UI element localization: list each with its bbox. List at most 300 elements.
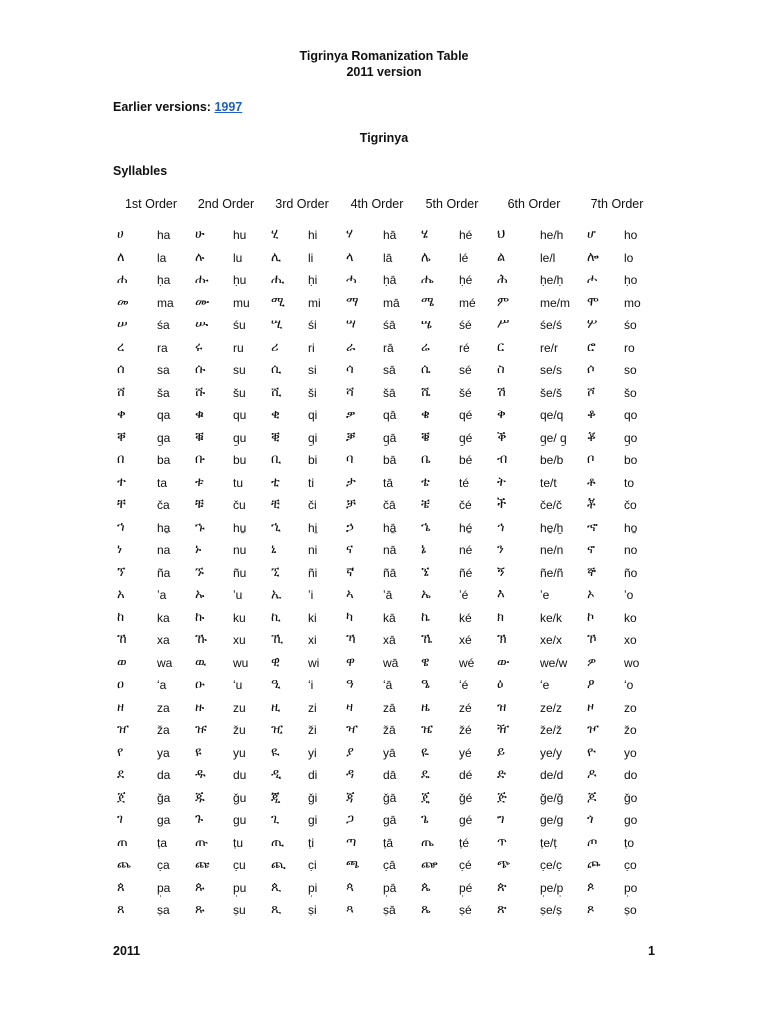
romanization: ni xyxy=(308,543,318,557)
romanization: di xyxy=(308,768,318,782)
romanization: ḥu xyxy=(233,273,247,287)
table-row xyxy=(0,338,768,360)
ethiopic-syllable: ሉ xyxy=(195,249,205,265)
romanization: re/r xyxy=(540,340,558,355)
romanization: ra xyxy=(157,340,168,355)
romanization: mu xyxy=(233,295,250,310)
romanization: ṣa xyxy=(157,903,170,917)
ethiopic-syllable: ኙ xyxy=(195,564,204,580)
ethiopic-syllable: ሖ xyxy=(587,272,598,287)
ethiopic-syllable: የ xyxy=(117,744,124,760)
romanization: c̣ā xyxy=(383,858,396,872)
romanization: ke/k xyxy=(540,610,563,625)
romanization: ǧé xyxy=(459,790,473,805)
romanization: lā xyxy=(383,250,393,265)
ethiopic-syllable: ኻ xyxy=(346,632,356,647)
romanization: ṭu xyxy=(233,835,244,850)
romanization: tu xyxy=(233,475,244,490)
romanization: hā xyxy=(383,228,397,242)
ethiopic-syllable: ጄ xyxy=(421,789,430,805)
table-row xyxy=(0,608,768,630)
romanization: ʻā xyxy=(383,678,393,692)
ethiopic-syllable: ኾ xyxy=(587,632,597,647)
romanization: bo xyxy=(624,453,638,467)
romanization: ʻo xyxy=(624,678,634,692)
romanization: šé xyxy=(459,385,472,400)
romanization: hé xyxy=(459,228,473,242)
table-row xyxy=(0,518,768,540)
table-row xyxy=(0,540,768,562)
ethiopic-syllable: ኝ xyxy=(497,564,505,580)
ethiopic-syllable: ኑ xyxy=(195,542,202,557)
romanization: p̣e/p̣ xyxy=(540,880,564,895)
ethiopic-syllable: ኩ xyxy=(195,609,205,625)
romanization: šu xyxy=(233,385,246,400)
ethiopic-syllable: ዥ xyxy=(497,722,510,737)
ethiopic-syllable: ቦ xyxy=(587,452,595,467)
table-row xyxy=(0,810,768,832)
romanization: qu xyxy=(233,408,247,422)
romanization: ñu xyxy=(233,565,247,580)
romanization: žu xyxy=(233,723,246,737)
romanization: q̱o xyxy=(624,430,638,445)
romanization: q̱i xyxy=(308,430,318,445)
ethiopic-syllable: ና xyxy=(346,542,353,557)
romanization: q̱a xyxy=(157,430,171,445)
ethiopic-syllable: ሴ xyxy=(421,362,431,377)
romanization: c̣i xyxy=(308,858,317,872)
ethiopic-syllable: ሢ xyxy=(271,317,283,332)
ethiopic-syllable: ሑ xyxy=(195,272,209,287)
romanization: śo xyxy=(624,318,637,332)
romanization: śé xyxy=(459,318,472,332)
romanization: ža xyxy=(157,723,170,737)
romanization: dé xyxy=(459,768,473,782)
ethiopic-syllable: ሌ xyxy=(421,249,431,265)
romanization: se/s xyxy=(540,363,563,377)
romanization: hu xyxy=(233,228,247,242)
ethiopic-syllable: ኜ xyxy=(421,564,430,580)
table-row xyxy=(0,450,768,472)
romanization: nā xyxy=(383,543,397,557)
ethiopic-syllable: ቃ xyxy=(346,407,356,422)
ethiopic-syllable: ያ xyxy=(346,744,354,760)
ethiopic-syllable: ዡ xyxy=(195,722,207,737)
romanization: de/d xyxy=(540,768,564,782)
romanization: śe/ś xyxy=(540,318,563,332)
romanization: ḥi xyxy=(308,273,318,287)
ethiopic-syllable: ቀ xyxy=(117,407,126,422)
romanization: ka xyxy=(157,610,170,625)
romanization: dā xyxy=(383,768,397,782)
column-headers xyxy=(0,197,768,215)
romanization: hā̱ xyxy=(383,520,397,535)
romanization: lu xyxy=(233,250,243,265)
romanization: to xyxy=(624,475,635,490)
romanization: xé xyxy=(459,633,472,647)
romanization: ṭe/ṭ xyxy=(540,835,557,850)
table-row xyxy=(0,675,768,697)
romanization: ho xyxy=(624,228,638,242)
romanization: p̣ā xyxy=(383,880,397,895)
romanization: ṣi xyxy=(308,903,317,917)
ethiopic-syllable: ይ xyxy=(497,744,505,760)
ethiopic-syllable: ኘ xyxy=(117,564,126,580)
table-row xyxy=(0,743,768,765)
ethiopic-syllable: ን xyxy=(497,542,504,557)
romanization: ré xyxy=(459,340,470,355)
ethiopic-syllable: ኅ xyxy=(497,519,505,535)
romanization: hu̱ xyxy=(233,520,247,535)
romanization: q̱ā xyxy=(383,430,397,445)
ethiopic-syllable: ከ xyxy=(117,609,125,625)
ethiopic-syllable: ቶ xyxy=(587,474,596,490)
romanization: ṭā xyxy=(383,835,394,850)
ethiopic-syllable: ጌ xyxy=(421,812,429,827)
romanization: wo xyxy=(624,655,640,670)
ethiopic-syllable: ቱ xyxy=(195,474,204,490)
romanization: zé xyxy=(459,700,472,715)
table-row xyxy=(0,585,768,607)
ethiopic-syllable: ሁ xyxy=(195,227,205,242)
romanization: nu xyxy=(233,543,247,557)
romanization: mi xyxy=(308,295,321,310)
ethiopic-syllable: ጥ xyxy=(497,834,507,850)
ethiopic-syllable: ኼ xyxy=(421,632,433,647)
ethiopic-syllable: ቲ xyxy=(271,474,280,490)
romanization: či xyxy=(308,498,317,512)
column-header: 5th Order xyxy=(425,197,479,211)
ethiopic-syllable: ት xyxy=(497,474,506,490)
ethiopic-syllable: ኸ xyxy=(117,632,127,647)
romanization: ñe/ñ xyxy=(540,565,564,580)
ethiopic-syllable: ሠ xyxy=(117,317,128,332)
ethiopic-syllable: ዤ xyxy=(421,722,433,737)
ethiopic-syllable: ሺ xyxy=(271,384,282,400)
romanization: ʻa xyxy=(157,678,167,692)
romanization: ge/g xyxy=(540,813,564,827)
table-row xyxy=(0,563,768,585)
ethiopic-syllable: ሃ xyxy=(346,227,353,242)
romanization: mé xyxy=(459,295,476,310)
romanization: mo xyxy=(624,295,641,310)
romanization: śi xyxy=(308,318,317,332)
romanization: p̣é xyxy=(459,880,473,895)
ethiopic-syllable: ዐ xyxy=(117,677,125,692)
ethiopic-syllable: ም xyxy=(497,294,510,310)
romanization: q̱é xyxy=(459,430,473,445)
romanization: ʼu xyxy=(233,588,243,602)
ethiopic-syllable: ዕ xyxy=(497,677,504,692)
romanization: ʼo xyxy=(624,588,634,602)
ethiopic-syllable: ኃ xyxy=(346,519,354,535)
romanization: su xyxy=(233,363,246,377)
romanization: ṣe/ṣ xyxy=(540,903,563,917)
ethiopic-syllable: መ xyxy=(117,294,129,310)
ethiopic-syllable: ኬ xyxy=(421,609,430,625)
romanization: žā xyxy=(383,723,396,737)
romanization: ga xyxy=(157,813,171,827)
romanization: mā xyxy=(383,295,400,310)
ethiopic-syllable: ሪ xyxy=(271,339,279,355)
ethiopic-syllable: ሜ xyxy=(421,294,435,310)
romanization: p̣a xyxy=(157,880,171,895)
ethiopic-syllable: ሚ xyxy=(271,294,285,310)
romanization: so xyxy=(624,363,637,377)
ethiopic-syllable: ጭ xyxy=(497,857,511,872)
ethiopic-syllable: ሽ xyxy=(497,384,506,400)
romanization: la xyxy=(157,250,167,265)
romanization: ba xyxy=(157,453,171,467)
romanization: ñā xyxy=(383,565,397,580)
romanization: lé xyxy=(459,250,469,265)
romanization: śu xyxy=(233,318,246,332)
romanization: ti xyxy=(308,475,314,490)
ethiopic-syllable: ጮ xyxy=(587,857,601,872)
ethiopic-syllable: ሶ xyxy=(587,362,595,377)
ethiopic-syllable: ሕ xyxy=(497,272,508,287)
romanization: ʻu xyxy=(233,678,243,692)
romanization: ʼe xyxy=(540,588,550,602)
romanization: xe/x xyxy=(540,633,563,647)
ethiopic-syllable: ጂ xyxy=(271,789,281,805)
ethiopic-syllable: ሙ xyxy=(195,294,210,310)
ethiopic-syllable: ሹ xyxy=(195,384,206,400)
romanization: ye/y xyxy=(540,745,563,760)
romanization: ǧe/ǧ xyxy=(540,790,564,805)
ethiopic-syllable: ሼ xyxy=(421,384,431,400)
romanization: tā xyxy=(383,475,394,490)
romanization: q̱u xyxy=(233,430,247,445)
table-row xyxy=(0,248,768,270)
romanization: ši xyxy=(308,385,317,400)
romanization: ma xyxy=(157,295,174,310)
column-header: 1st Order xyxy=(124,197,178,211)
romanization: p̣o xyxy=(624,880,638,895)
ethiopic-syllable: ሮ xyxy=(587,339,596,355)
ethiopic-syllable: ዖ xyxy=(587,677,595,692)
ethiopic-syllable: ኣ xyxy=(346,587,354,602)
ethiopic-syllable: ቔ xyxy=(421,429,430,445)
ethiopic-syllable: ጁ xyxy=(195,789,205,805)
ethiopic-syllable: ቡ xyxy=(195,452,206,467)
romanization: wu xyxy=(233,655,249,670)
table-row xyxy=(0,630,768,652)
table-row xyxy=(0,473,768,495)
ethiopic-syllable: ቴ xyxy=(421,474,430,490)
earlier-versions-label: Earlier versions: xyxy=(113,100,215,114)
romanization: zu xyxy=(233,700,246,715)
ethiopic-syllable: ኦ xyxy=(587,587,595,602)
ethiopic-syllable: ጩ xyxy=(195,857,210,872)
ethiopic-syllable: ዮ xyxy=(587,744,596,760)
ethiopic-syllable: ኡ xyxy=(195,587,205,602)
ethiopic-syllable: ዩ xyxy=(195,744,202,760)
ethiopic-syllable: ቾ xyxy=(587,497,596,512)
ethiopic-syllable: ቻ xyxy=(346,497,356,512)
ethiopic-syllable: ክ xyxy=(497,609,505,625)
ethiopic-syllable: ኚ xyxy=(271,564,280,580)
ethiopic-syllable: ጤ xyxy=(421,834,434,850)
romanization: ǧa xyxy=(157,790,171,805)
ethiopic-syllable: ዦ xyxy=(587,722,599,737)
romanization: qé xyxy=(459,408,473,422)
romanization: wā xyxy=(383,655,399,670)
table-row xyxy=(0,788,768,810)
romanization: da xyxy=(157,768,171,782)
earlier-version-link[interactable]: 1997 xyxy=(214,100,243,114)
romanization: ku xyxy=(233,610,246,625)
romanization: go xyxy=(624,813,638,827)
ethiopic-syllable: ሻ xyxy=(346,384,355,400)
language-heading: Tigrinya xyxy=(359,131,409,145)
romanization: hi xyxy=(308,228,318,242)
ethiopic-syllable: ጀ xyxy=(117,789,126,805)
romanization: na xyxy=(157,543,171,557)
footer-year: 2011 xyxy=(113,944,141,958)
ethiopic-syllable: ዜ xyxy=(421,699,430,715)
romanization: ya xyxy=(157,745,170,760)
ethiopic-syllable: ጴ xyxy=(421,879,431,895)
ethiopic-syllable: ሬ xyxy=(421,339,430,355)
ethiopic-syllable: ነ xyxy=(117,542,123,557)
ethiopic-syllable: ኞ xyxy=(587,564,597,580)
ethiopic-syllable: ቄ xyxy=(421,407,430,422)
ethiopic-syllable: ጽ xyxy=(497,902,507,917)
ethiopic-syllable: ሸ xyxy=(117,384,126,400)
romanization: ḥa xyxy=(157,273,171,287)
romanization: šā xyxy=(383,385,396,400)
ethiopic-syllable: ኤ xyxy=(421,587,431,602)
romanization: ḥe/ḥ xyxy=(540,273,564,287)
ethiopic-syllable: ር xyxy=(497,339,505,355)
ethiopic-syllable: ዘ xyxy=(117,699,125,715)
ethiopic-syllable: ጢ xyxy=(271,834,285,850)
ethiopic-syllable: ጵ xyxy=(497,879,507,895)
column-header: 7th Order xyxy=(590,197,644,211)
ethiopic-syllable: ሓ xyxy=(346,272,357,287)
ethiopic-syllable: ች xyxy=(497,497,507,512)
ethiopic-syllable: ኔ xyxy=(421,542,427,557)
ethiopic-syllable: ሔ xyxy=(421,272,434,287)
romanization: bā xyxy=(383,453,397,467)
ethiopic-syllable: ሾ xyxy=(587,384,596,400)
ethiopic-syllable: ጫ xyxy=(346,857,360,872)
romanization: ṣo xyxy=(624,903,637,917)
earlier-versions xyxy=(113,100,242,114)
romanization: ha̱ xyxy=(157,520,171,535)
romanization: xi xyxy=(308,633,317,647)
romanization: bu xyxy=(233,453,247,467)
ethiopic-syllable: ሂ xyxy=(271,227,279,242)
ethiopic-syllable: ተ xyxy=(117,474,126,490)
ethiopic-syllable: አ xyxy=(117,587,125,602)
ethiopic-syllable: ጠ xyxy=(117,834,128,850)
romanization: qa xyxy=(157,408,171,422)
romanization: wé xyxy=(459,655,475,670)
ethiopic-syllable: ሥ xyxy=(497,317,510,332)
column-header: 6th Order xyxy=(507,197,561,211)
romanization: ʼi xyxy=(308,588,314,602)
ethiopic-syllable: ዚ xyxy=(271,699,281,715)
romanization: ču xyxy=(233,498,246,512)
romanization: yu xyxy=(233,745,246,760)
romanization: he̱/ẖ xyxy=(540,520,564,535)
romanization: le/l xyxy=(540,250,556,265)
romanization: c̣u xyxy=(233,858,246,872)
romanization: xo xyxy=(624,633,637,647)
ethiopic-syllable: ማ xyxy=(346,294,359,310)
ethiopic-syllable: ድ xyxy=(497,767,506,782)
table-row xyxy=(0,428,768,450)
ethiopic-syllable: ጣ xyxy=(346,834,357,850)
romanization: zi xyxy=(308,700,317,715)
romanization: gé xyxy=(459,813,473,827)
romanization: rā xyxy=(383,340,394,355)
romanization: ʼa xyxy=(157,588,167,602)
ethiopic-syllable: ዉ xyxy=(195,654,207,670)
romanization: hé̱ xyxy=(459,520,473,535)
table-row xyxy=(0,405,768,427)
romanization: ṭi xyxy=(308,835,314,850)
ethiopic-syllable: ሩ xyxy=(195,339,203,355)
romanization: xā xyxy=(383,633,396,647)
ethiopic-syllable: ኀ xyxy=(117,519,125,535)
ethiopic-syllable: ጹ xyxy=(195,902,205,917)
table-row xyxy=(0,833,768,855)
ethiopic-syllable: ሎ xyxy=(587,249,599,265)
romanization: ǧo xyxy=(624,790,638,805)
ethiopic-syllable: ዴ xyxy=(421,767,430,782)
romanization: sa xyxy=(157,363,170,377)
ethiopic-syllable: ሀ xyxy=(117,227,124,242)
romanization: p̣u xyxy=(233,880,247,895)
romanization: šo xyxy=(624,385,637,400)
romanization: ké xyxy=(459,610,472,625)
ethiopic-syllable: ዝ xyxy=(497,699,507,715)
romanization: ṣā xyxy=(383,903,396,917)
ethiopic-syllable: ዔ xyxy=(421,677,430,692)
ethiopic-syllable: ካ xyxy=(346,609,354,625)
ethiopic-syllable: ስ xyxy=(497,362,505,377)
romanization: ʼé xyxy=(459,588,469,602)
romanization: ro xyxy=(624,340,635,355)
romanization: gā xyxy=(383,813,397,827)
ethiopic-syllable: ዪ xyxy=(271,744,280,760)
romanization: ri xyxy=(308,340,315,355)
ethiopic-syllable: ቒ xyxy=(271,429,280,445)
romanization: me/m xyxy=(540,295,570,310)
ethiopic-syllable: ሐ xyxy=(117,272,128,287)
ethiopic-syllable: ጱ xyxy=(195,879,205,895)
ethiopic-syllable: ቤ xyxy=(421,452,431,467)
ethiopic-syllable: ኪ xyxy=(271,609,281,625)
romanization: he/h xyxy=(540,228,564,242)
ethiopic-syllable: ሤ xyxy=(421,317,433,332)
ethiopic-syllable: ኽ xyxy=(497,632,507,647)
romanization: c̣e/c̣ xyxy=(540,858,563,872)
romanization: še/š xyxy=(540,385,563,400)
romanization: ǧu xyxy=(233,790,247,805)
ethiopic-syllable: ዢ xyxy=(271,722,283,737)
romanization: za xyxy=(157,700,170,715)
ethiopic-syllable: ቐ xyxy=(117,429,126,445)
romanization: ta xyxy=(157,475,168,490)
romanization: ña xyxy=(157,565,171,580)
ethiopic-syllable: ኒ xyxy=(271,542,277,557)
romanization: si xyxy=(308,363,317,377)
title-line-2: 2011 version xyxy=(346,65,422,79)
